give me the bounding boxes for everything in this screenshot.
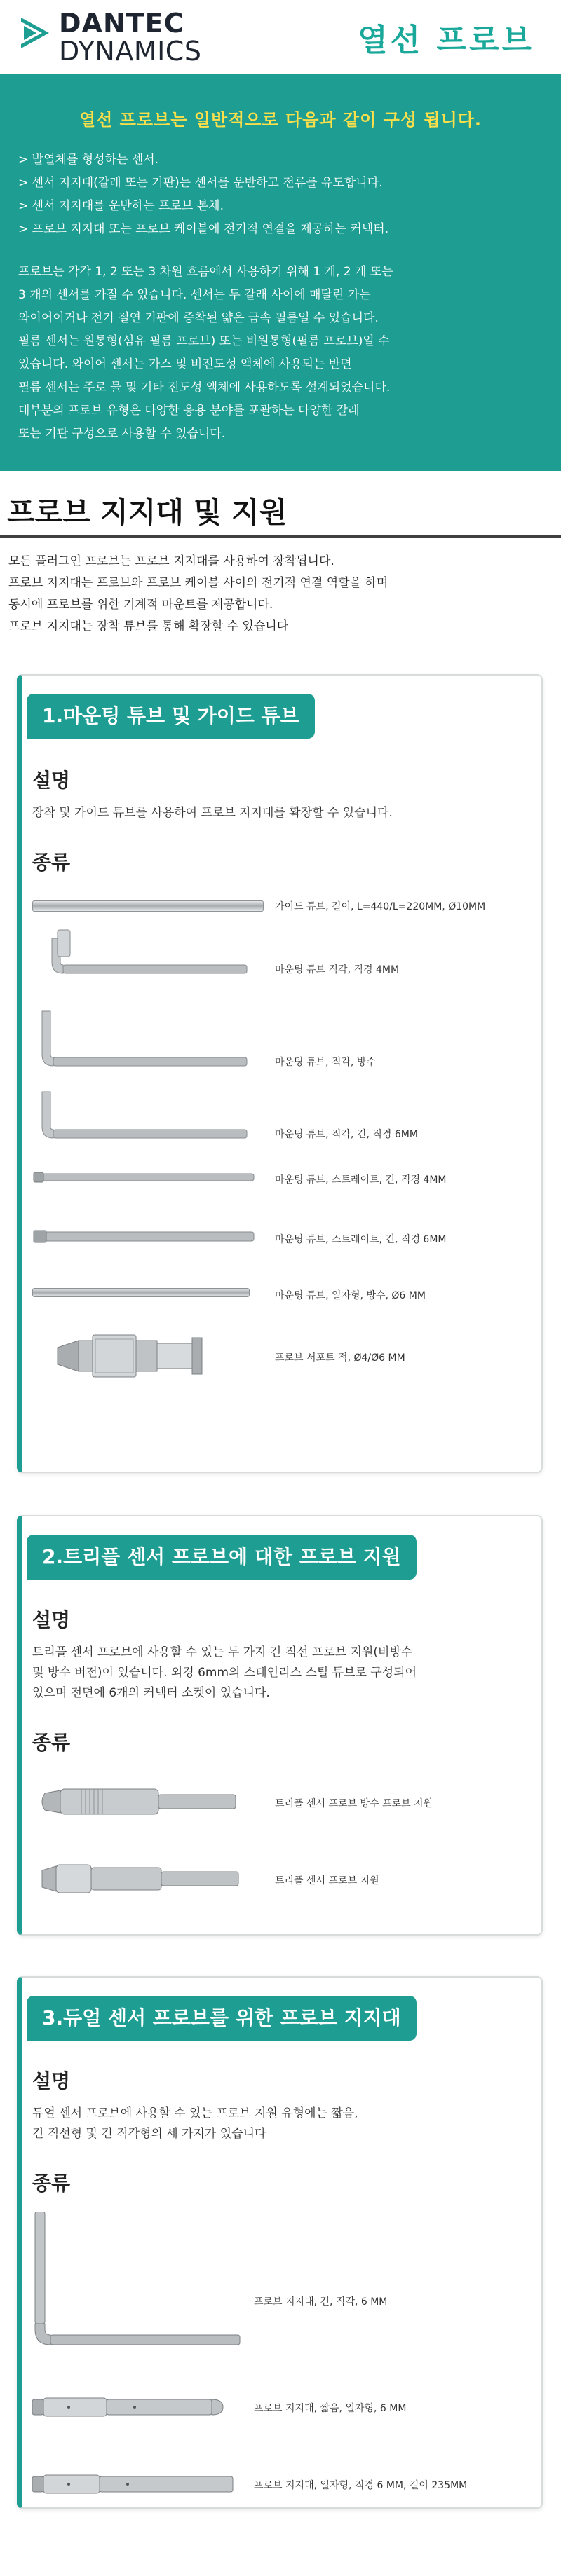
product-item[interactable]	[22, 2212, 541, 2359]
product-item[interactable]	[22, 1328, 541, 1384]
product-label: 프로브 지지대, 짧음, 일자형, 6 MM	[254, 2403, 407, 2414]
section-intro-line: 프로브 지지대는 프로브와 프로브 케이블 사이의 전기적 연결 역할을 하며	[8, 576, 388, 590]
dual-right-angle-support-image	[29, 2212, 247, 2359]
product-label: 마운팅 튜브, 일자형, 방수, Ø6 MM	[275, 1290, 426, 1301]
product-label: 프로브 서포트 적, Ø4/Ø6 MM	[275, 1352, 405, 1364]
intro-paragraph-line: 프로브는 각각 1, 2 또는 3 차원 흐름에서 사용하기 위해 1 개, 2 개 또는	[18, 265, 393, 279]
card-desc	[32, 2104, 529, 2144]
intro-paragraph-line: 와이어이거나 전기 절연 기판에 증착된 얇은 금속 필름일 수 있습니다.	[18, 311, 379, 325]
intro-title: 열선 프로브는 일반적으로 다음과 같이 구성 됩니다.	[79, 110, 482, 130]
section-intro-line: 프로브 지지대는 장착 튜브를 통해 확장할 수 있습니다	[8, 619, 289, 633]
intro-list-item: > 프로브 지지대 또는 프로브 케이블에 전기적 연결을 제공하는 커넥터.	[18, 222, 389, 236]
intro-paragraph-line: 있습니다. 와이어 센서는 가스 및 비전도성 액체에 사용되는 반면	[18, 357, 352, 371]
card-types-title: 종류	[32, 2172, 71, 2195]
card-mounting-tubes	[17, 674, 543, 1473]
section-intro-line: 모든 플러그인 프로브는 프로브 지지대를 사용하여 장착됩니다.	[8, 554, 334, 568]
product-item[interactable]	[22, 2467, 541, 2502]
intro-paragraph-line: 또는 기판 구성으로 사용할 수 있습니다.	[18, 427, 226, 441]
product-list	[22, 879, 541, 1426]
product-label: 프로브 지지대, 긴, 직각, 6 MM	[254, 2296, 388, 2308]
card-desc-line: 있으며 전면에 6개의 커넥터 소켓이 있습니다.	[32, 1686, 270, 1700]
right-angle-waterproof-tube-image	[32, 1006, 250, 1076]
product-item[interactable]	[22, 893, 541, 922]
product-label: 프로브 지지대, 일자형, 직경 6 MM, 길이 235MM	[254, 2480, 468, 2491]
product-label: 마운팅 튜브, 스트레이트, 긴, 직경 6MM	[275, 1234, 447, 1245]
product-item[interactable]	[22, 1167, 541, 1195]
card-desc	[32, 1643, 529, 1704]
probe-support-adapter-image	[50, 1328, 261, 1384]
product-item[interactable]	[22, 1781, 541, 1823]
product-list	[22, 1760, 541, 1921]
right-angle-long-tube-image	[32, 1086, 250, 1149]
dantec-logo[interactable]	[21, 7, 202, 67]
card-desc-line: 트리플 센서 프로브에 사용할 수 있는 두 가지 긴 직선 프로브 지원(비방수	[32, 1645, 413, 1659]
section-intro	[0, 538, 561, 638]
intro-panel	[0, 74, 561, 471]
card-desc-title: 설명	[32, 769, 71, 792]
card-desc-line: 듀얼 센서 프로브에 사용할 수 있는 프로브 지원 유형에는 짧음,	[32, 2106, 358, 2121]
product-label: 마운팅 튜브, 직각, 긴, 직경 6MM	[275, 1129, 418, 1140]
intro-paragraph	[18, 261, 543, 446]
card-heading: 2.트리플 센서 프로브에 대한 프로브 지원	[27, 1535, 417, 1580]
intro-paragraph-line: 3 개의 센서를 가질 수 있습니다. 센서는 두 갈래 사이에 매달린 가는	[18, 288, 371, 302]
product-item[interactable]	[22, 1226, 541, 1254]
intro-list-item: > 센서 지지대(갈래 또는 기판)는 센서를 운반하고 전류를 유도합니다.	[18, 176, 383, 190]
dantec-logo-mark-icon	[21, 16, 52, 58]
card-desc-line: 긴 직선형 및 긴 직각형의 세 가지가 있습니다	[32, 2127, 266, 2141]
product-list	[22, 2200, 541, 2509]
card-desc	[32, 803, 529, 823]
product-label: 가이드 튜브, 길이, L=440/L=220MM, Ø10MM	[275, 901, 486, 912]
card-desc-title: 설명	[32, 1608, 71, 1631]
card-desc-line: 장착 및 가이드 튜브를 사용하여 프로브 지지대를 확장할 수 있습니다.	[32, 806, 393, 820]
guide-tube-image	[32, 900, 264, 912]
product-item[interactable]	[22, 1282, 541, 1310]
intro-paragraph-line: 대부분의 프로브 유형은 다양한 응용 분야를 포괄하는 다양한 갈래	[18, 404, 360, 418]
dual-short-straight-support-image	[29, 2390, 247, 2425]
triple-waterproof-support-image	[39, 1781, 250, 1823]
intro-list	[18, 149, 543, 241]
page-bottom-spacer	[0, 2509, 561, 2537]
card-desc-title: 설명	[32, 2069, 71, 2092]
product-label: 마운팅 튜브, 직각, 방수	[275, 1057, 376, 1068]
straight-tube-4mm-image	[32, 1167, 257, 1188]
page-title: 열선 프로브	[358, 22, 534, 58]
product-label: 마운팅 튜브 직각, 직경 4MM	[275, 964, 400, 975]
card-types-title: 종류	[32, 851, 71, 874]
product-label: 트리플 센서 프로브 지원	[275, 1875, 379, 1886]
card-heading: 1.마운팅 튜브 및 가이드 튜브	[27, 694, 315, 739]
straight-waterproof-tube-image	[32, 1288, 250, 1297]
intro-list-item: > 발열체를 형성하는 센서.	[18, 153, 159, 167]
product-item[interactable]	[22, 1086, 541, 1149]
straight-tube-6mm-image	[32, 1226, 257, 1247]
right-angle-tube-image	[32, 929, 250, 999]
dual-long-straight-support-image	[29, 2467, 247, 2502]
section-intro-line: 동시에 프로브를 위한 기계적 마운트를 제공합니다.	[8, 598, 273, 612]
card-dual-sensor-support	[17, 1976, 543, 2509]
card-heading: 3.듀얼 센서 프로브를 위한 프로브 지지대	[27, 1996, 417, 2041]
intro-paragraph-line: 필름 센서는 주로 물 및 기타 전도성 액체에 사용하도록 설계되었습니다.	[18, 381, 391, 395]
triple-support-image	[39, 1858, 250, 1900]
card-desc-line: 및 방수 버전)이 있습니다. 외경 6mm의 스테인리스 스틸 튜브로 구성되어	[32, 1666, 417, 1680]
logo-line2: DYNAMICS	[59, 35, 202, 67]
section-title: 프로브 지지대 및 지원	[7, 495, 288, 529]
product-item[interactable]	[22, 929, 541, 999]
product-label: 마운팅 튜브, 스트레이트, 긴, 직경 4MM	[275, 1174, 447, 1186]
product-item[interactable]	[22, 1858, 541, 1900]
product-item[interactable]	[22, 1006, 541, 1076]
header	[0, 0, 561, 74]
card-triple-sensor-support	[17, 1515, 543, 1936]
product-label: 트리플 센서 프로브 방수 프로브 지원	[275, 1798, 433, 1809]
logo-line1: DANTEC	[59, 7, 184, 39]
product-item[interactable]	[22, 2390, 541, 2425]
intro-list-item: > 센서 지지대를 운반하는 프로브 본체.	[18, 199, 224, 213]
card-types-title: 종류	[32, 1731, 71, 1754]
intro-paragraph-line: 필름 센서는 원통형(섬유 필름 프로브) 또는 비원통형(필름 프로브)일 수	[18, 334, 390, 348]
